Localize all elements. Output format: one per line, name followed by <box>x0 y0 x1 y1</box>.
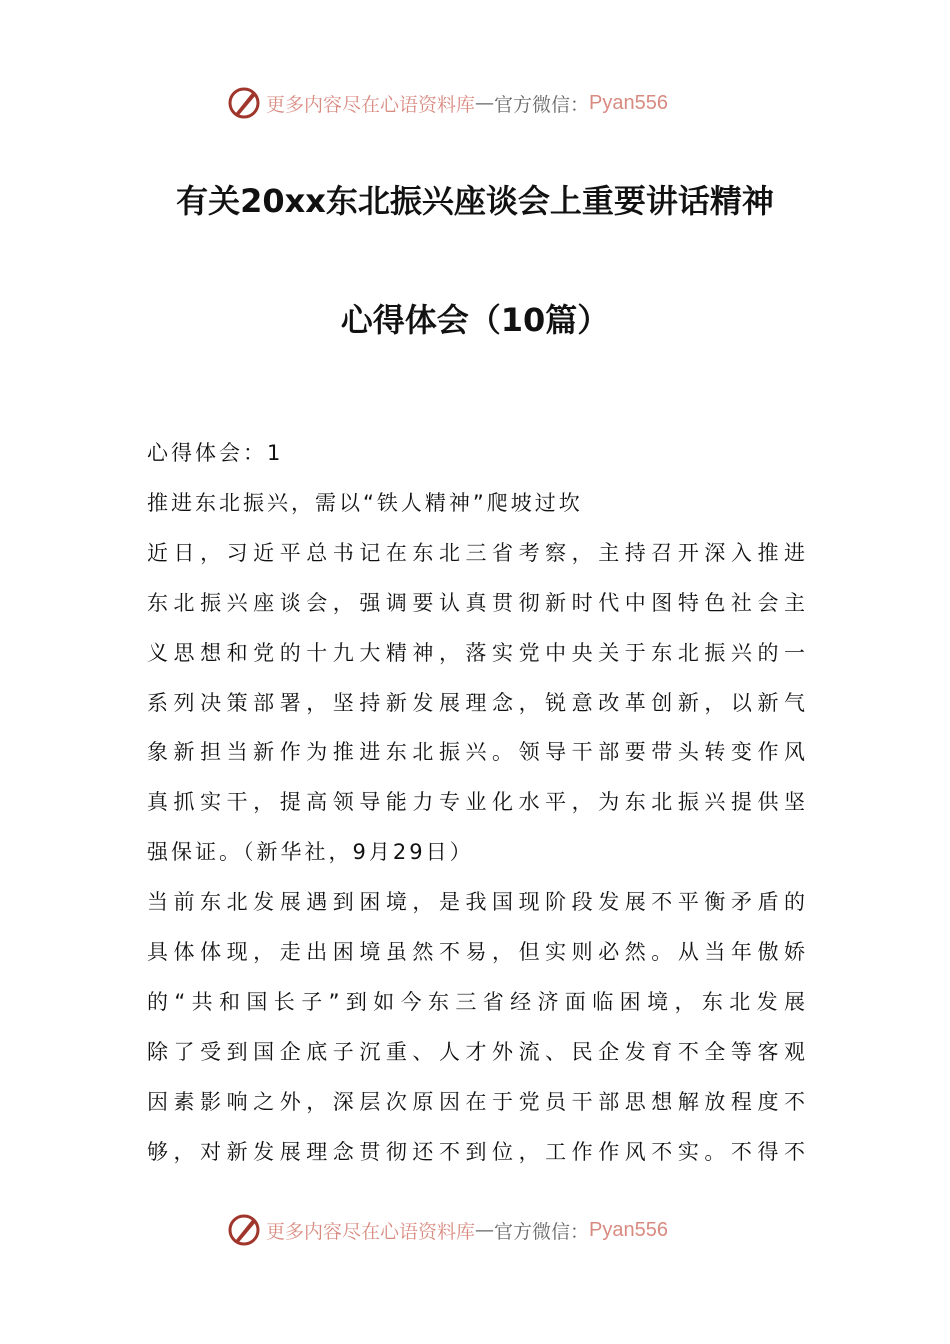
watermark-label: 官方微信： <box>494 1220 590 1243</box>
paragraph-line: 具体体现，走出困境虽然不易，但实则必然。从当年傲娇 <box>147 940 805 964</box>
watermark-dash: — <box>475 92 495 114</box>
paragraph-line: 象新担当新作为推进东北振兴。领导干部要带头转变作风 <box>147 740 805 765</box>
watermark-account: Pyan556 <box>589 1218 668 1241</box>
paragraph-line: 义思想和党的十九大精神，落实党中央关于东北振兴的一 <box>147 640 805 665</box>
paragraph-line: 当前东北发展遇到困境，是我国现阶段发展不平衡矛盾的 <box>147 890 805 915</box>
pen-logo-icon <box>226 1212 262 1248</box>
paragraph-line: 心得体会：1 <box>147 441 284 465</box>
title-line-1: 有关20xx东北振兴座谈会上重要讲话精神 <box>176 182 774 220</box>
watermark-account: Pyan556 <box>589 91 668 114</box>
pen-logo-icon <box>226 85 262 121</box>
paragraph-line: 近日，习近平总书记在东北三省考察，主持召开深入推进 <box>147 540 805 565</box>
watermark-header <box>226 83 668 123</box>
paragraph-line: 因素影响之外，深层次原因在于党员干部思想解放程度不 <box>147 1089 805 1114</box>
watermark-footer <box>226 1210 668 1250</box>
paragraph-line: 强保证。（新华社，9月29日） <box>147 840 474 865</box>
paragraph-line: 够，对新发展理念贯彻还不到位，工作作风不实。不得不 <box>147 1139 805 1164</box>
watermark-site: 更多内容尽在心语资料库 <box>266 1220 476 1243</box>
paragraph-line: 推进东北振兴，需以“铁人精神”爬坡过坎 <box>147 490 583 515</box>
title-line-2: 心得体会（10篇） <box>340 301 610 339</box>
paragraph-line: 东北振兴座谈会，强调要认真贯彻新时代中图特色社会主 <box>147 590 805 615</box>
paragraph-line: 系列决策部署，坚持新发展理念，锐意改革创新，以新气 <box>147 690 805 715</box>
paragraph-line: 的“共和国长子”到如今东三省经济面临困境，东北发展 <box>147 989 805 1014</box>
watermark-site: 更多内容尽在心语资料库 <box>266 93 476 116</box>
watermark-label: 官方微信： <box>494 93 590 116</box>
paragraph-line: 除了受到国企底子沉重、人才外流、民企发育不全等客观 <box>147 1039 805 1064</box>
watermark-dash: — <box>475 1219 495 1241</box>
paragraph-line: 真抓实干，提高领导能力专业化水平，为东北振兴提供坚 <box>147 790 805 815</box>
